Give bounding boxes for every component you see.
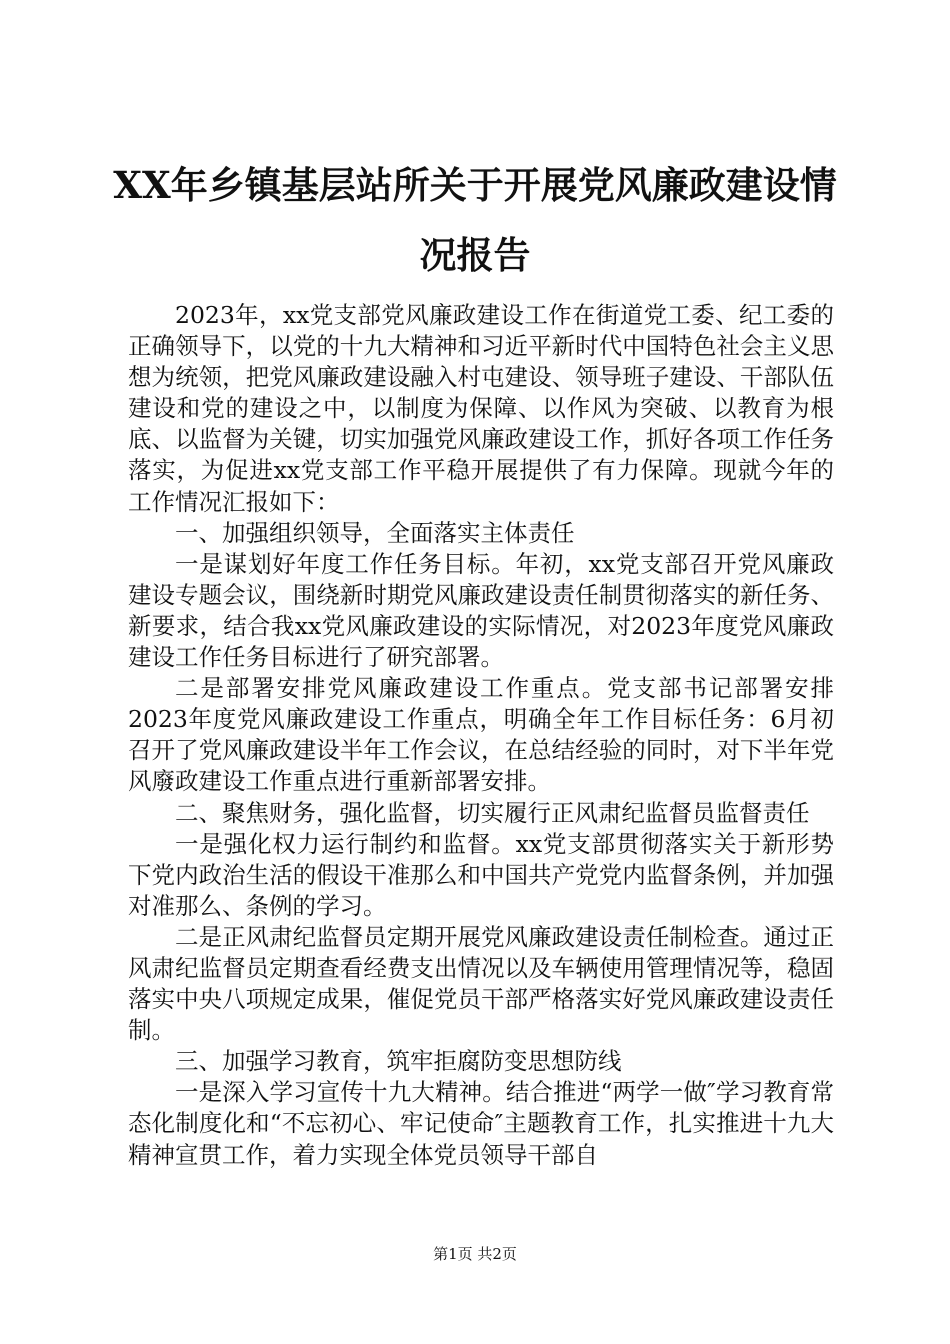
paragraph-1-1: 一是谋划好年度工作任务目标。年初，xx党支部召开党风廉政建设专题会议，围绕新时期党风廉政建设责任制贯彻落实的新任务、新要求，结合我xx党风廉政建设的实际情况，对2023年度党风廉政建设工作任务目标进行了研究部署。 [128, 549, 834, 672]
section-heading-2: 二、聚焦财务，强化监督，切实履行正风肃纪监督员监督责任 [175, 798, 810, 827]
paragraph-3-1: 一是深入学习宣传十九大精神。结合推进“两学一做″学习教育常态化制度化和“不忘初心、牢记使命″主题教育工作，扎实推进十九大精神宣贯工作，着力实现全体党员领导干部自 [128, 1078, 834, 1169]
paragraph-1-2: 二是部署安排党风廉政建设工作重点。党支部书记部署安排2023年度党风廉政建设工作重点，明确全年工作目标任务：6月初召开了党风廉政建设半年工作会议，在总结经验的同时，对下半年党风廢政建设工作重点进行重新部署安排。 [128, 674, 834, 796]
document-body [128, 300, 834, 1171]
section-heading-3: 三、加强学习教育，筑牢拒腐防变思想防线 [175, 1047, 622, 1076]
section-heading-1: 一、加强组织领导，全面落实主体责任 [175, 518, 575, 547]
paragraph-intro: 2023年，xx党支部党风廉政建设工作在街道党工委、纪工委的正确领导下，以党的十九大精神和习近平新时代中国特色社会主义思想为统领，把党风廉政建设融入村屯建设、领导班子建设、干部队伍建设和党的建设之中，以制度为保障、以作风为突破、以教育为根底、以监督为关键，切实加强党风廉政建设工作，抓好各项工作任务落实，为促进xx党支部工作平稳开展提供了有力保障。现就今年的工作情况汇报如下： [128, 301, 834, 516]
paragraph-2-2: 二是正风肃纪监督员定期开展党风廉政建设责任制检查。通过正风肃纪监督员定期查看经费支出情况以及车辆使用管理情况等，稳固落实中央八项规定成果，催促党员干部严格落实好党风廉政建设责任制。 [128, 922, 834, 1045]
page-number-footer: 第1页 共2页 [433, 1245, 517, 1263]
document-title: XX年乡镇基层站所关于开展党风廉政建设情况报告 [113, 163, 837, 277]
paragraph-2-1: 一是强化权力运行制约和监督。xx党支部贯彻落实关于新形势下党内政治生活的假设干准那么和中国共产党党内监督条例，并加强对准那么、条例的学习。 [128, 829, 834, 920]
